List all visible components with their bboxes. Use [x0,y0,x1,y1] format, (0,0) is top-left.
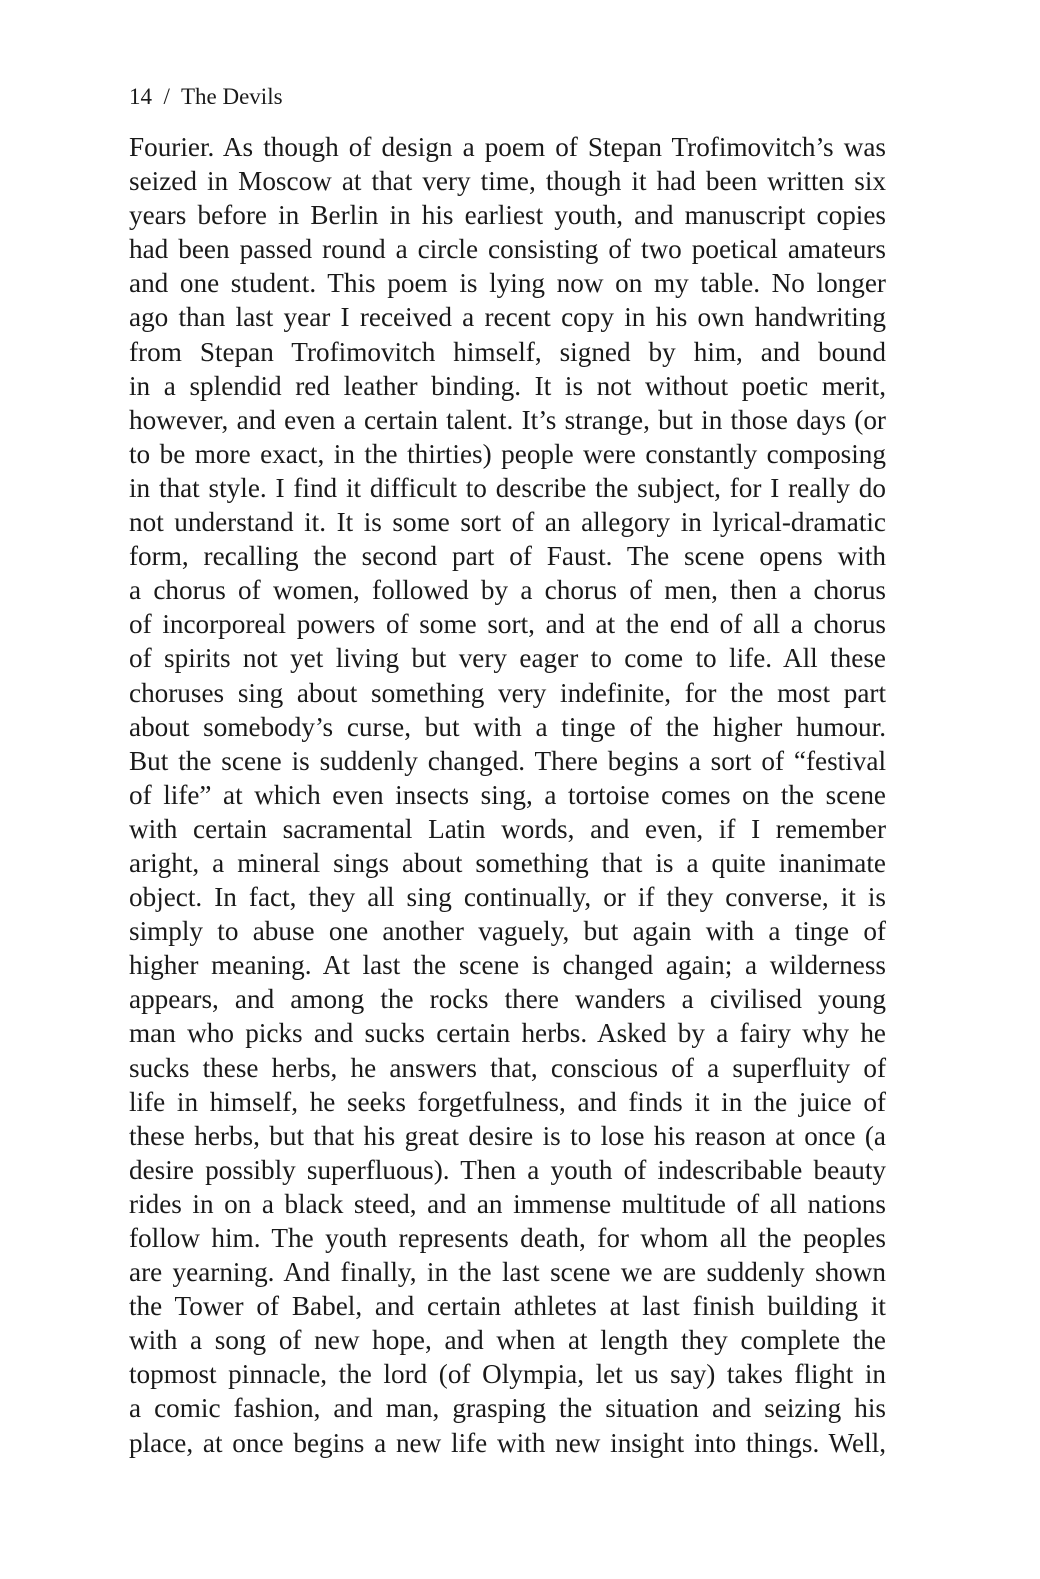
text-line: are yearning. And finally, in the last scene we are suddenly shown [129,1257,886,1288]
text-line: however, and even a certain talent. It’s strange, but in those days (or [129,404,886,435]
text-line: ago than last year I received a recent copy in his own handwriting [129,302,886,333]
text-line: of incorporeal powers of some sort, and at the end of all a chorus [129,609,886,640]
text-line: of life” at which even insects sing, a tortoise comes on the scene [129,779,886,810]
text-line: seized in Moscow at that very time, though it had been written six [129,166,886,197]
text-line: form, recalling the second part of Faust. The scene opens with [129,541,886,572]
text-line: with a song of new hope, and when at length they complete the [129,1325,886,1356]
text-line: from Stepan Trofimovitch himself, signed by him, and bound [129,336,886,367]
text-line: simply to abuse one another vaguely, but again with a tinge of [129,916,886,947]
text-line: with certain sacramental Latin words, and even, if I remember [129,813,886,844]
text-line: not understand it. It is some sort of an allegory in lyrical-dramatic [129,507,886,538]
text-line: appears, and among the rocks there wanders a civilised young [129,984,886,1015]
text-line: the Tower of Babel, and certain athletes at last finish building it [129,1291,886,1322]
body-text [129,130,886,1460]
text-line: to be more exact, in the thirties) people were constantly composing [129,438,886,469]
text-line: in that style. I find it difficult to describe the subject, for I really do [129,472,886,503]
text-line: desire possibly superfluous). Then a youth of indescribable beauty [129,1154,886,1185]
text-line: these herbs, but that his great desire is to lose his reason at once (a [129,1120,886,1151]
text-line: higher meaning. At last the scene is changed again; a wilderness [129,950,886,981]
book-title: The Devils [180,84,283,109]
text-line: and one student. This poem is lying now on my table. No longer [129,268,886,299]
text-line: object. In fact, they all sing continually, or if they converse, it is [129,882,886,913]
text-line: about somebody’s curse, but with a tinge of the higher humour. [129,711,886,742]
text-line: follow him. The youth represents death, for whom all the peoples [129,1223,886,1253]
text-line: sucks these herbs, he answers that, conscious of a superfluity of [129,1052,886,1083]
text-line: man who picks and sucks certain herbs. Asked by a fairy why he [129,1018,886,1049]
text-line: topmost pinnacle, the lord (of Olympia, let us say) takes flight in [129,1359,886,1390]
text-line: had been passed round a circle consisting of two poetical amateurs [129,234,886,265]
page-number: 14 [129,84,152,109]
text-line: place, at once begins a new life with new insight into things. Well, [129,1427,886,1458]
header-separator: / [163,84,170,109]
text-line: a chorus of women, followed by a chorus of men, then a chorus [129,575,886,606]
text-line: life in himself, he seeks forgetfulness, and finds it in the juice of [129,1086,886,1117]
text-line: But the scene is suddenly changed. There begins a sort of “festival [129,745,886,776]
text-line: of spirits not yet living but very eager to come to life. All these [129,643,886,674]
text-line: years before in Berlin in his earliest youth, and manuscript copies [129,200,886,231]
text-line: choruses sing about something very indefinite, for the most part [129,677,886,708]
text-line: Fourier. As though of design a poem of Stepan Trofimovitch’s was [129,132,886,162]
text-line: aright, a mineral sings about something that is a quite inanimate [129,847,886,878]
text-line: in a splendid red leather binding. It is not without poetic merit, [129,370,886,401]
running-head [129,82,283,112]
text-line: a comic fashion, and man, grasping the situation and seizing his [129,1393,886,1424]
text-line: rides in on a black steed, and an immense multitude of all nations [129,1188,886,1219]
